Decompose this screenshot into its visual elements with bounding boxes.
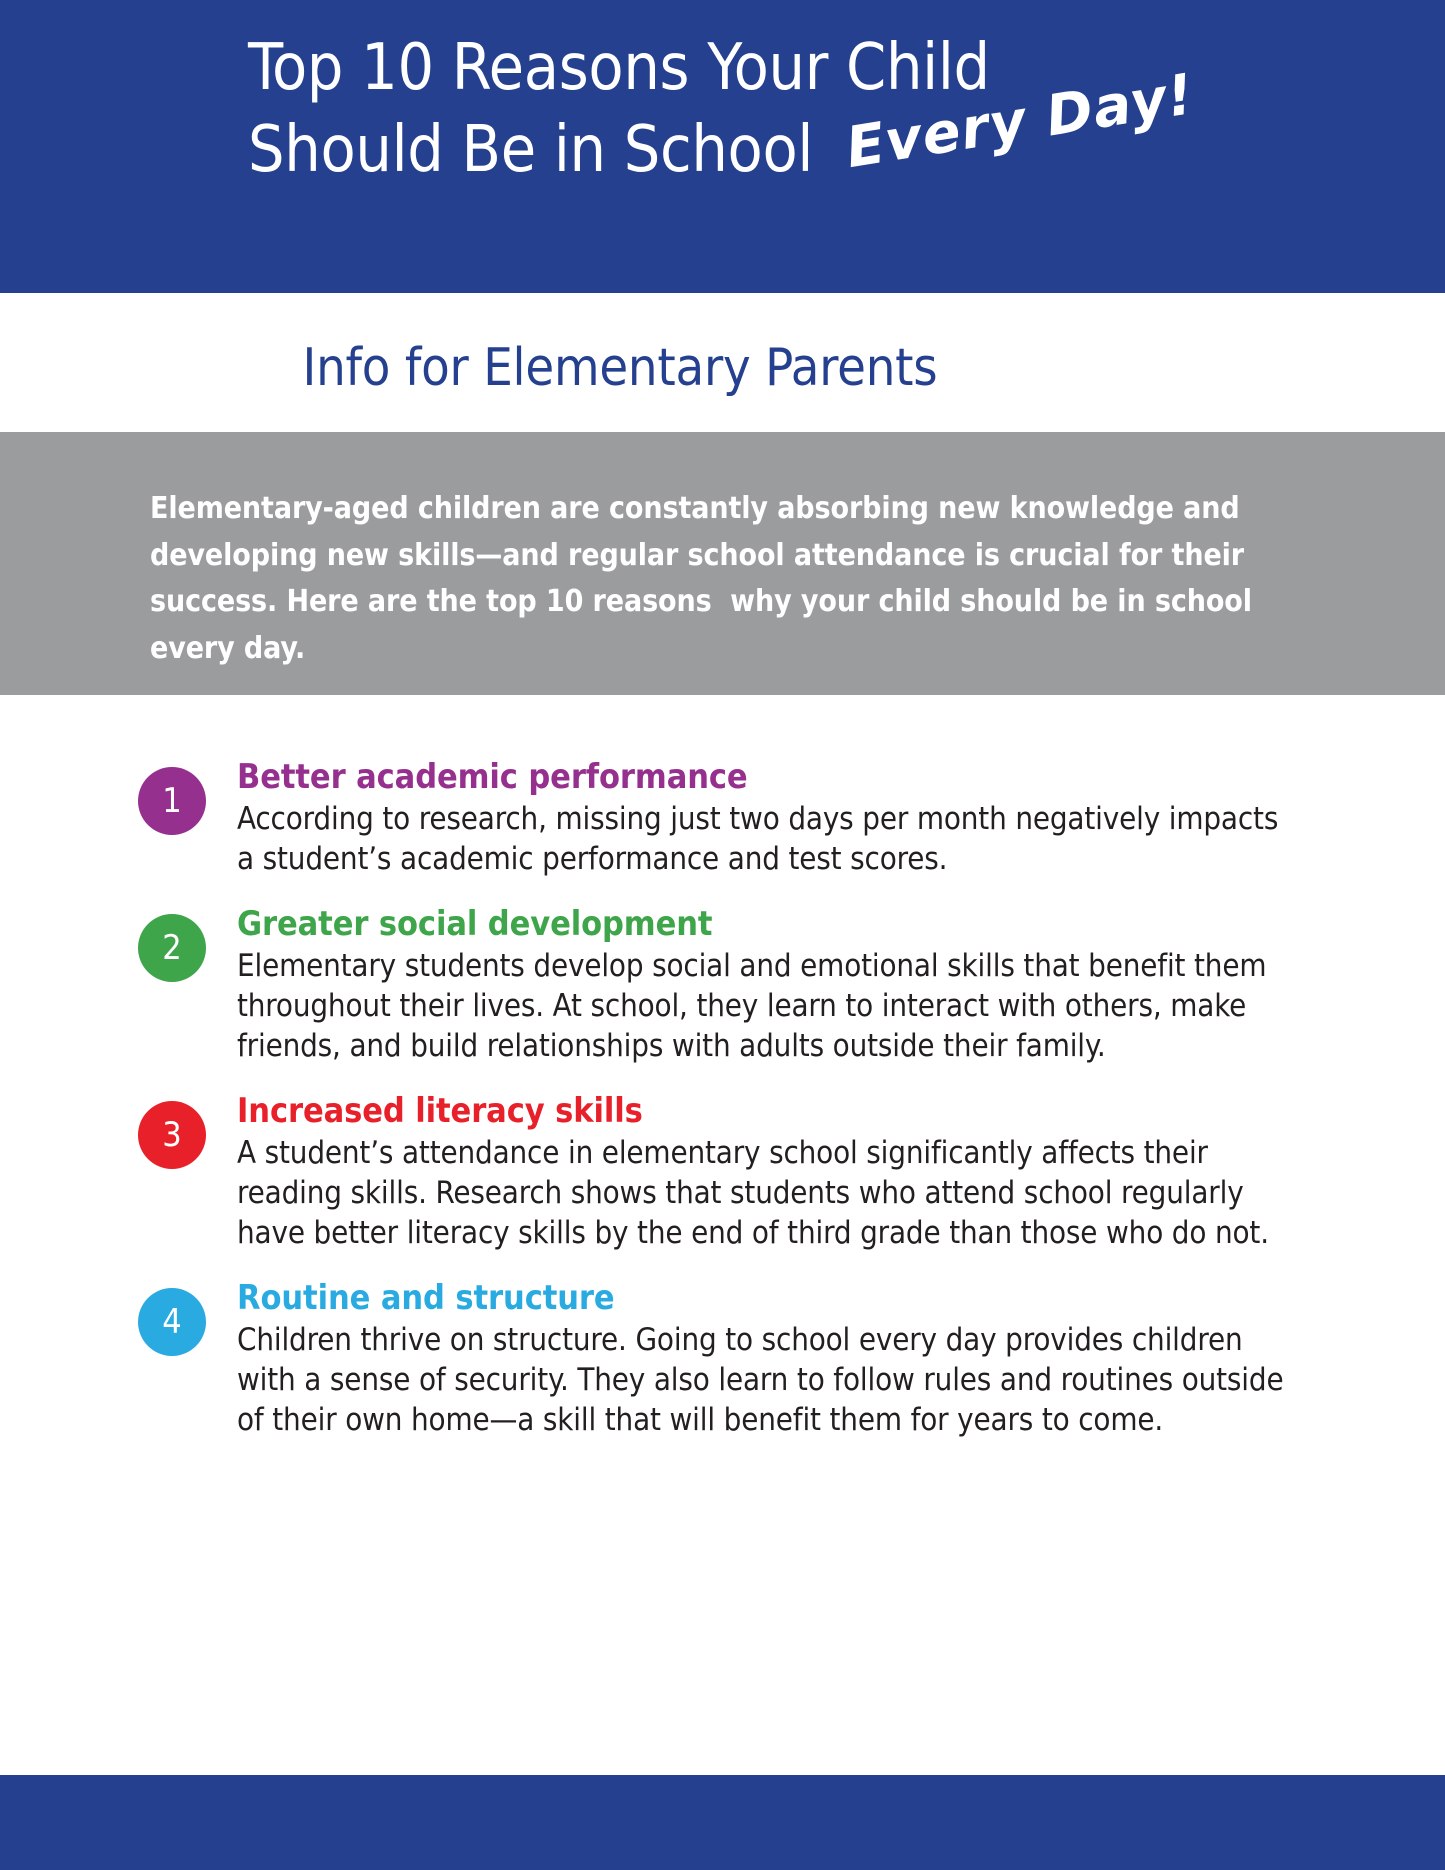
footer-band <box>0 1775 1445 1870</box>
reason-text-2: Elementary students develop social and emotional skills that benefit them throughout their lives. At school, they learn to interact with others, make friends, and build relationships with adults outside their family. <box>237 947 1267 1065</box>
reason-heading-1: Better academic performance <box>237 757 748 797</box>
reason-number-badge-4: 4 <box>138 1288 206 1356</box>
list-item <box>0 757 1445 880</box>
subtitle: Info for Elementary Parents <box>302 338 938 398</box>
intro-band <box>0 432 1445 695</box>
page-title-script-accent: Every Day! <box>841 61 1199 182</box>
reason-number-badge-3: 3 <box>138 1101 206 1169</box>
page-title-line-1: Top 10 Reasons Your Child <box>248 31 990 105</box>
reason-body-3 <box>237 1091 1285 1254</box>
reason-body-1 <box>237 757 1285 880</box>
list-item <box>0 1278 1445 1441</box>
reason-heading-3: Increased literacy skills <box>237 1090 643 1131</box>
page-title <box>248 28 1308 192</box>
reason-text-1: According to research, missing just two days per month negatively impacts a student’s academic performance and test scores. <box>237 801 1279 878</box>
reason-number-badge-2: 2 <box>138 914 206 982</box>
intro-paragraph: Elementary-aged children are constantly absorbing new knowledge and developing new skills—and regular school attendance is crucial for their success. Here are the top 10 reasons why your child should be in school every day. <box>150 491 1262 666</box>
reason-body-2 <box>237 904 1285 1067</box>
header-banner <box>0 0 1445 293</box>
reason-list <box>0 757 1445 1465</box>
reason-heading-2: Greater social development <box>237 903 713 944</box>
page-title-line-2-text: Should Be in School <box>248 112 814 187</box>
list-item <box>0 1091 1445 1254</box>
reason-text-4: Children thrive on structure. Going to school every day provides children with a sense of security. They also learn to follow rules and routines outside of their own home—a skill that will benefit them for years to come. <box>237 1321 1284 1439</box>
reason-text-3: A student’s attendance in elementary school significantly affects their reading skills. Research shows that students who attend school regularly have better literacy skills by the end of third grade than those who do not. <box>237 1134 1269 1252</box>
list-item <box>0 904 1445 1067</box>
reason-body-4 <box>237 1278 1285 1441</box>
reason-number-badge-1: 1 <box>138 767 206 835</box>
reason-heading-4: Routine and structure <box>237 1277 615 1318</box>
